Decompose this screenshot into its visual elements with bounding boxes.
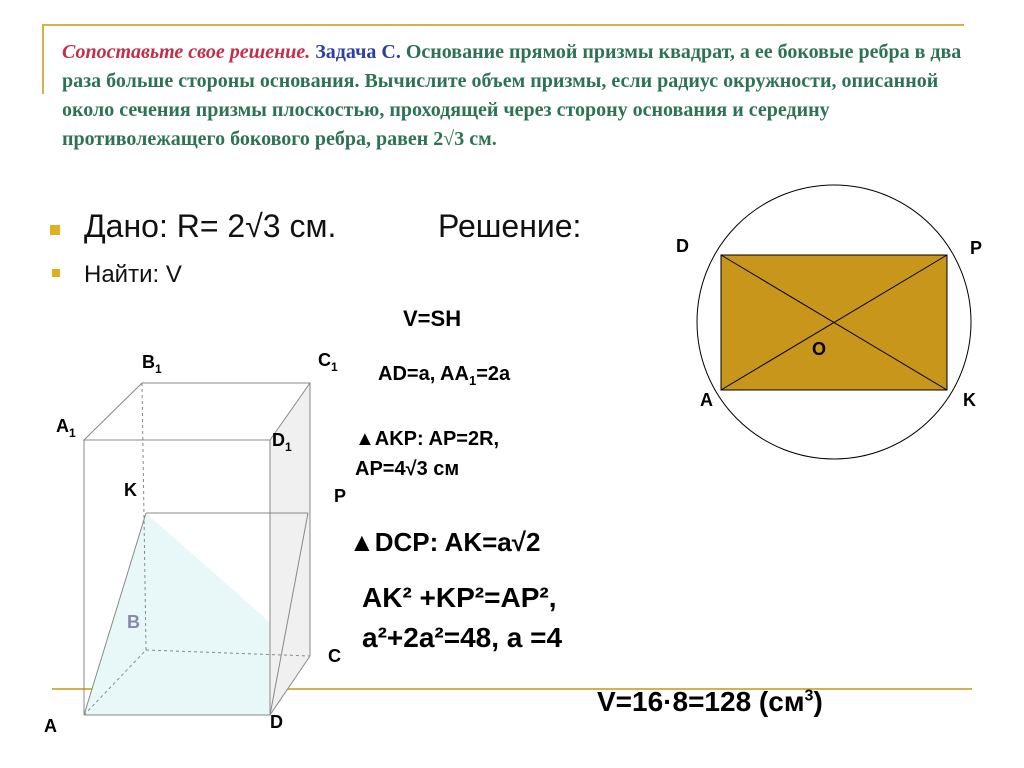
volume-formula: V=SH — [403, 306, 462, 331]
solve-equation: a²+2a²=48, a =4 — [362, 622, 563, 653]
label-a1: $A_1$ — [56, 416, 76, 440]
label-c1: $C_1$ — [318, 350, 338, 374]
section-label-a: A — [700, 390, 713, 410]
label-c: C — [328, 646, 341, 666]
section-label-k: K — [963, 390, 976, 410]
problem-task-label: Задача С — [315, 41, 396, 63]
label-d: D — [270, 712, 283, 732]
edges-relation: AD=a, $AA_1=2a$ — [378, 363, 511, 388]
find-text: Найти: V — [84, 261, 182, 288]
ap-value: AP=4√3 см — [355, 458, 460, 480]
label-p: P — [334, 486, 347, 506]
akp-relation: ▲AKP: AP=2R, — [355, 428, 500, 450]
label-a: A — [44, 716, 57, 736]
label-k: K — [124, 480, 137, 500]
solution-heading: Решение: — [438, 208, 582, 244]
dcp-relation: ▲DCP: AK=a√2 — [349, 527, 541, 557]
pythagoras-equation: AK² +KP²=AP², — [362, 582, 557, 613]
problem-lead: Сопоставьте свое решение. — [62, 41, 311, 63]
section-label-d: D — [676, 236, 689, 256]
problem-text: Основание прямой призмы квадрат, а ее боковые ребра в два раза больше стороны основания. Вычислите объем призмы, если радиус окружности, описанной около сечения призмы плоскостью, проходящей через сторону основания и середину противолежащего бокового ребра, равен 2√3 см. — [62, 41, 962, 150]
section-label-p: P — [970, 238, 983, 258]
volume-result: V=16·8=128 $(см^3)$ — [597, 686, 823, 717]
label-b1: $B_1$ — [142, 352, 162, 376]
problem-statement: Сопоставьте свое решение. Задача С. Основание прямой призмы квадрат, а ее боковые ребра в два раза больше стороны основания. Вычислите объем призмы, если радиус окружности, описанной около сечения призмы плоскостью, проходящей через сторону основания и середину противолежащего бокового ребра, равен 2√3 см. — [62, 41, 962, 150]
label-d1: $D_1$ — [272, 430, 292, 454]
section-label-o: O — [812, 339, 827, 359]
given-text: Дано: R= 2√3 см. — [84, 208, 337, 244]
label-b: B — [127, 612, 140, 632]
